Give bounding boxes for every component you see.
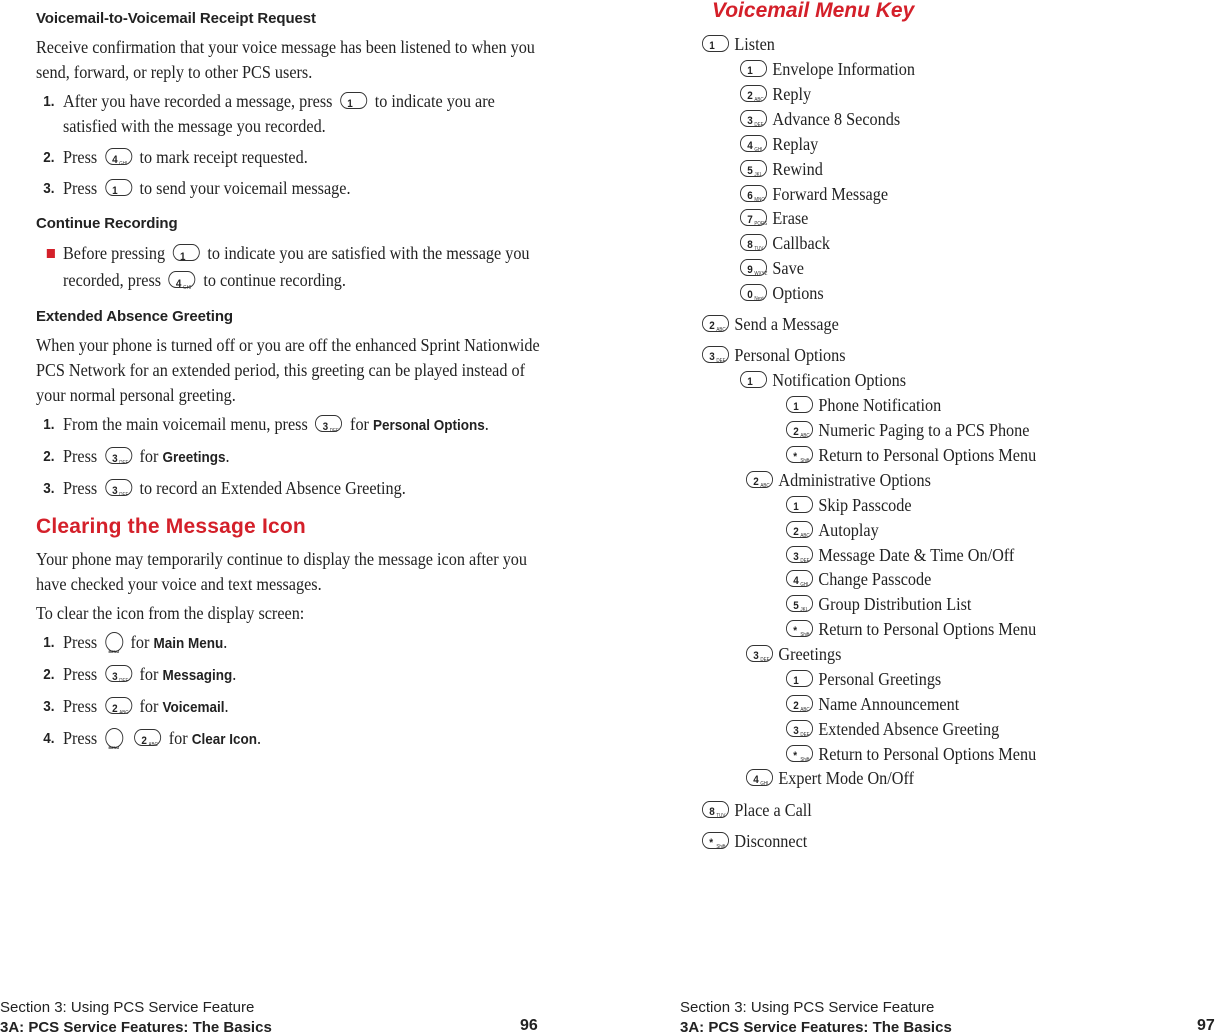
menu-item-label: Extended Absence Greeting bbox=[818, 719, 1000, 739]
phone-key-icon: 3 DEF bbox=[740, 110, 767, 127]
clearing-intro: Your phone may temporarily continue to display the message icon after you have checked your voice and text messages. bbox=[36, 549, 527, 594]
menu-item-label: Save bbox=[772, 258, 804, 278]
menu-item bbox=[786, 718, 999, 740]
menu-item bbox=[702, 33, 775, 55]
phone-key-icon: 2 ABC bbox=[786, 421, 813, 438]
menu-item bbox=[786, 419, 1029, 441]
phone-key-icon: 0 Next bbox=[740, 284, 767, 301]
menu-item bbox=[786, 394, 941, 416]
phone-key-icon: 3 DEF bbox=[746, 645, 773, 662]
key-2-icon: 2 ABC bbox=[134, 729, 161, 746]
menu-key-title: Voicemail Menu Key bbox=[712, 0, 915, 22]
key-3-icon: 3 DEF bbox=[105, 479, 132, 496]
clearing-heading: Clearing the Message Icon bbox=[36, 515, 306, 538]
key-3-icon: 3 DEF bbox=[105, 447, 132, 464]
receipt-step: 2. Press 4 GHI to mark receipt requested. bbox=[43, 147, 308, 167]
menu-item bbox=[786, 593, 971, 615]
menu-item-label: Personal Options bbox=[734, 345, 846, 365]
menu-item-label: Place a Call bbox=[734, 800, 812, 820]
menu-item-label: Administrative Options bbox=[778, 470, 931, 490]
key-4-icon: 4 GHI bbox=[169, 271, 196, 288]
menu-key-icon: MENU bbox=[105, 728, 123, 748]
phone-key-icon: 5 JKL bbox=[740, 160, 767, 177]
key-3-icon: 3 DEF bbox=[105, 665, 132, 682]
clearing-step: 4. Press MENU 2 ABC for Clear Icon. bbox=[43, 728, 262, 750]
menu-item bbox=[740, 133, 818, 155]
phone-key-icon: 8 TUV bbox=[702, 801, 729, 818]
menu-item-label: Personal Greetings bbox=[818, 669, 942, 689]
phone-key-icon: 1 bbox=[702, 35, 729, 52]
left-column bbox=[36, 10, 541, 758]
menu-item-label: Return to Personal Options Menu bbox=[818, 445, 1037, 465]
menu-item bbox=[786, 668, 941, 690]
clearing-step: 1. Press MENU for Main Menu. bbox=[43, 632, 228, 654]
menu-item bbox=[740, 158, 823, 180]
absence-step: 1. From the main voicemail menu, press 3 DEF for Personal Options. bbox=[43, 414, 489, 434]
receipt-steps bbox=[36, 89, 541, 201]
menu-item bbox=[702, 344, 846, 366]
receipt-heading: Voicemail-to-Voicemail Receipt Request bbox=[36, 10, 316, 27]
receipt-step: 1. After you have recorded a message, press 1 to indicate you are satisfied with the message you recorded. bbox=[43, 91, 495, 136]
phone-key-icon: 7 PQRS bbox=[740, 209, 767, 226]
menu-item-label: Send a Message bbox=[734, 314, 839, 334]
phone-key-icon: 3 DEF bbox=[702, 346, 729, 363]
menu-item-label: Erase bbox=[772, 208, 809, 228]
menu-item-label: Replay bbox=[772, 134, 819, 154]
menu-item-label: Expert Mode On/Off bbox=[778, 768, 914, 788]
menu-item bbox=[740, 232, 830, 254]
phone-key-icon: * Shift bbox=[786, 745, 813, 762]
menu-item-label: Return to Personal Options Menu bbox=[818, 619, 1037, 639]
menu-item bbox=[786, 568, 931, 590]
key-1-icon: 1 bbox=[105, 179, 132, 196]
menu-item bbox=[786, 693, 959, 715]
menu-item-label: Notification Options bbox=[772, 370, 907, 390]
menu-item bbox=[740, 207, 808, 229]
menu-item-label: Reply bbox=[772, 84, 812, 104]
menu-item-label: Forward Message bbox=[772, 184, 889, 204]
key-3-icon: 3 DEF bbox=[315, 415, 342, 432]
phone-key-icon: 1 bbox=[740, 371, 767, 388]
menu-item-label: Rewind bbox=[772, 159, 823, 179]
menu-item bbox=[740, 369, 906, 391]
absence-step: 3. Press 3 DEF to record an Extended Absence Greeting. bbox=[43, 478, 406, 498]
phone-key-icon: 3 DEF bbox=[786, 720, 813, 737]
phone-key-icon: 1 bbox=[786, 496, 813, 513]
absence-step: 2. Press 3 DEF for Greetings. bbox=[43, 446, 230, 466]
phone-key-icon: 8 TUV bbox=[740, 234, 767, 251]
menu-item-label: Autoplay bbox=[818, 520, 879, 540]
page-number: 96 bbox=[520, 1017, 538, 1034]
right-footer: Section 3: Using PCS Service Feature 3A: PCS Service Features: The Basics bbox=[680, 999, 952, 1036]
menu-item bbox=[740, 83, 811, 105]
phone-key-icon: 1 bbox=[786, 670, 813, 687]
phone-key-icon: * Shift bbox=[786, 446, 813, 463]
menu-item bbox=[746, 469, 931, 491]
menu-item bbox=[786, 519, 879, 541]
phone-key-icon: 2 ABC bbox=[786, 695, 813, 712]
left-footer: Section 3: Using PCS Service Feature 3A: PCS Service Features: The Basics bbox=[0, 999, 272, 1036]
menu-item-label: Listen bbox=[734, 34, 775, 54]
menu-item-label: Envelope Information bbox=[772, 59, 916, 79]
menu-item bbox=[740, 282, 824, 304]
menu-item-label: Advance 8 Seconds bbox=[772, 109, 901, 129]
menu-item bbox=[702, 830, 807, 852]
clearing-step: 2. Press 3 DEF for Messaging. bbox=[43, 664, 237, 684]
phone-key-icon: 4 GHI bbox=[746, 769, 773, 786]
absence-heading: Extended Absence Greeting bbox=[36, 308, 233, 325]
menu-item-label: Skip Passcode bbox=[818, 495, 912, 515]
menu-item-label: Options bbox=[772, 283, 824, 303]
bullet-square-icon bbox=[47, 249, 55, 258]
key-1-icon: 1 bbox=[340, 92, 367, 109]
menu-item bbox=[786, 618, 1036, 640]
right-page bbox=[680, 0, 1218, 1036]
menu-item bbox=[746, 767, 914, 789]
menu-item bbox=[786, 494, 912, 516]
phone-key-icon: 2 ABC bbox=[740, 85, 767, 102]
phone-key-icon: 6 MNO bbox=[740, 185, 767, 202]
key-4-icon: 4 GHI bbox=[105, 148, 132, 165]
menu-item-label: Change Passcode bbox=[818, 569, 932, 589]
menu-item bbox=[740, 183, 888, 205]
phone-key-icon: 1 bbox=[740, 60, 767, 77]
menu-item bbox=[786, 444, 1036, 466]
menu-item bbox=[702, 313, 839, 335]
phone-key-icon: 2 ABC bbox=[786, 521, 813, 538]
menu-item-label: Group Distribution List bbox=[818, 594, 972, 614]
continue-bullet: Before pressing 1 to indicate you are satisfied with the message you recorded, press 4 GHI to continue recording. bbox=[36, 240, 540, 294]
phone-key-icon: 1 bbox=[786, 396, 813, 413]
menu-item bbox=[740, 58, 915, 80]
phone-key-icon: 5 JKL bbox=[786, 595, 813, 612]
menu-item-label: Numeric Paging to a PCS Phone bbox=[818, 420, 1030, 440]
phone-key-icon: 2 ABC bbox=[702, 315, 729, 332]
menu-item-label: Disconnect bbox=[734, 831, 808, 851]
menu-item-label: Name Announcement bbox=[818, 694, 960, 714]
receipt-step: 3. Press 1 to send your voicemail message. bbox=[43, 178, 351, 198]
receipt-intro: Receive confirmation that your voice message has been listened to when you send, forward, or reply to other PCS users. bbox=[36, 37, 535, 82]
left-page bbox=[0, 0, 560, 1036]
phone-key-icon: * Shift bbox=[702, 832, 729, 849]
absence-intro: When your phone is turned off or you are off the enhanced Sprint Nationwide PCS Network for an extended period, this greeting can be played instead of your normal personal greeting. bbox=[36, 335, 540, 405]
phone-key-icon: 2 ABC bbox=[746, 471, 773, 488]
menu-item bbox=[740, 257, 804, 279]
clearing-intro2: To clear the icon from the display screen: bbox=[36, 603, 305, 623]
absence-steps bbox=[36, 412, 541, 501]
key-2-icon: 2 ABC bbox=[105, 697, 132, 714]
phone-key-icon: 4 GHI bbox=[740, 135, 767, 152]
menu-item-label: Callback bbox=[772, 233, 830, 253]
menu-item bbox=[746, 643, 841, 665]
menu-item-label: Phone Notification bbox=[818, 395, 942, 415]
clearing-steps bbox=[36, 630, 541, 752]
menu-item-label: Message Date & Time On/Off bbox=[818, 545, 1015, 565]
phone-key-icon: 9 WXYZ bbox=[740, 259, 767, 276]
phone-key-icon: * Shift bbox=[786, 620, 813, 637]
menu-key-icon: MENU bbox=[105, 632, 123, 652]
phone-key-icon: 4 GHI bbox=[786, 570, 813, 587]
continue-heading: Continue Recording bbox=[36, 215, 178, 232]
menu-item bbox=[786, 544, 1014, 566]
page-number: 97 bbox=[1197, 1017, 1215, 1034]
clearing-step: 3. Press 2 ABC for Voicemail. bbox=[43, 696, 229, 716]
key-1-icon: 1 bbox=[173, 244, 200, 261]
menu-item bbox=[740, 108, 900, 130]
menu-item bbox=[786, 743, 1036, 765]
menu-item-label: Return to Personal Options Menu bbox=[818, 744, 1037, 764]
phone-key-icon: 3 DEF bbox=[786, 546, 813, 563]
menu-item-label: Greetings bbox=[778, 644, 842, 664]
menu-item bbox=[702, 799, 812, 821]
